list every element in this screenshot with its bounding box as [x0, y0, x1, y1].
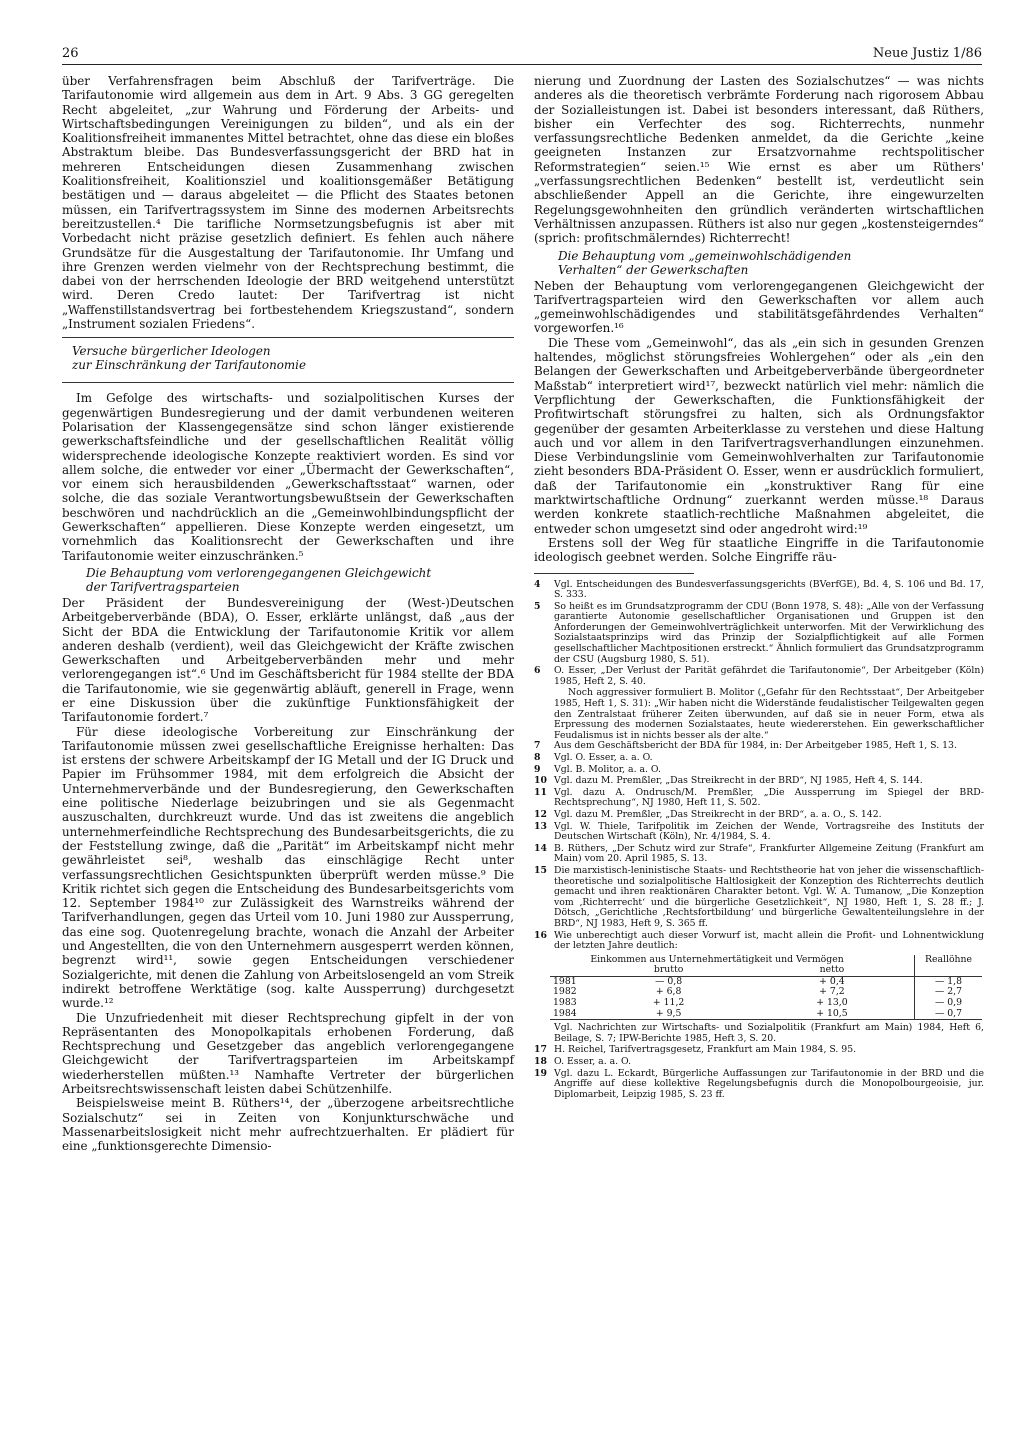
paragraph: Neben der Behauptung vom verlorengegangenen Gleichgewicht der Tarifvertragsparteien wird den Gewerkschaften vor allem auch „gemeinwohlschädigendes und stabilitätsgefährdendes Verhalten“ vorgeworfen.¹⁶	[534, 278, 984, 336]
table-cell-real: — 0,9	[915, 998, 982, 1009]
footnote-number: 7	[534, 740, 541, 752]
footnote-number: 14	[534, 842, 547, 854]
footnote	[534, 753, 984, 764]
table-cell-year: 1981	[553, 975, 577, 987]
subheading-line: Die Behauptung vom verlorengegangenen Gleichgewicht	[86, 565, 432, 580]
footnote	[534, 580, 984, 601]
footnote-text: Vgl. dazu M. Premßler, „Das Streikrecht in der BRD“, a. a. O., S. 142.	[554, 808, 882, 820]
paragraph: Für diese ideologische Vorbereitung zur Einschränkung der Tarifautonomie müssen zwei gesellschaftliche Ereignisse herhalten: Das ist erstens der schwere Arbeitskampf der IG Metall und der IG Druck und Papier im Frühsommer 1984, mit dem erfolgreich die Absicht der Unternehmerverbände und der Bundesregierung, den Gewerkschaften eine politische Niederlage beizubringen und sie als Gegenmacht auszuschalten, durchkreuzt wurde. Und das ist zweitens die angeblich unternehmerfeindliche Rechtsprechung des Bundesarbeitsgerichts, die zu der Feststellung zwinge, daß die „Parität“ im Arbeitskampf nicht mehr gewährleistet sei⁸, weshalb das einschlägige Recht unter verfassungsrechtlichen Gesichtspunkten überprüft werden müsse.⁹ Die Kritik richtet sich gegen die Entscheidung des Bundesarbeitsgerichts vom 12. September 1984¹⁰ zur Zulässigkeit des Warnstreiks während der Tarifverhandlungen, gegen das Urteil vom 10. Juni 1980 zur Aussperrung, das eine sog. Quotenregelung brachte, wonach die Anzahl der Arbeiter und Angestellten, die von den Unternehmern ausgesperrt werden können, begrenzt wird¹¹, sowie gegen Entscheidungen verschiedener Sozialgerichte, mit denen die Zahlung von Arbeitslosengeld an vom Streik indirekt betroffene Werktätige (sog. kalte Aussperrung) durchgesetzt wurde.¹²	[62, 724, 514, 1011]
paragraph: Der Präsident der Bundesvereinigung der (West-)Deutschen Arbeitgeberverbände (BDA), O. Esser, erklärte unlängst, daß „aus der Sicht der BDA die Entwicklung der Tarifautonomie Kritik vor allem anderen deshalb (verdient), weil das Gleichgewicht der Kräfte zwischen Gewerkschaften und Arbeitgeberverbänden mehr und mehr verlorengegangen ist“.⁶ Und im Geschäftsbericht für 1984 stellte der BDA die Tarifautonomie, wie sie gegenwärtig abläuft, generell in Frage, wenn er eine Diskussion über die zukünftige Funktionsfähigkeit der Tarifautonomie fordert.⁷	[62, 595, 514, 725]
paragraph: Die Unzufriedenheit mit dieser Rechtsprechung gipfelt in der von Repräsentanten des Monopolkapitals erhobenen Forderung, daß Rechtsprechung und Gesetzgeber das angeblich verlorengegangene Gleichgewicht der Tarifvertragsparteien im Arbeitskampf wiederherstellen müßten.¹³ Namhafte Vertreter der bürgerlichen Arbeitsrechtswissenschaft leisten dabei Schützenhilfe.	[62, 1010, 514, 1096]
table-head-netto: netto	[750, 965, 915, 976]
footnote-source: Vgl. Nachrichten zur Wirtschafts- und Sozialpolitik (Frankfurt am Main) 1984, Heft 6, Beilage, S. 7; IPW-Berichte 1985, Heft 3, S. 20.	[554, 1022, 984, 1044]
footnote-rule	[534, 573, 694, 574]
right-column	[534, 74, 984, 1101]
section-heading-line: zur Einschränkung der Tarifautonomie	[72, 358, 307, 373]
table-row	[550, 1009, 982, 1020]
footnote-text: H. Reichel, Tarifvertragsgesetz, Frankfurt am Main 1984, S. 95.	[554, 1044, 857, 1056]
footnote-continuation: Noch aggressiver formuliert B. Molitor („Gefahr für den Rechtsstaat“, Der Arbeitgeber 1985, Heft 1, S. 31): „Wir haben nicht die Widerstände feudalistischer Teilgewalten gegen den Zentralstaat früherer Zeiten überwunden, auf daß sie in neuer Form, etwa als Erpressung des modernen Sozialstaates, heute wiedererstehen. Ein gewerkschaftlicher Feudalismus ist in nichts besser als der alte.“	[554, 687, 984, 741]
table-row	[550, 987, 982, 998]
footnote-text: B. Rüthers, „Der Schutz wird zur Strafe“, Frankfurter Allgemeine Zeitung (Frankfurt am Main) vom 20. April 1985, S. 13.	[554, 842, 984, 865]
footnote	[534, 844, 984, 865]
footnotes	[534, 580, 984, 1101]
footnote-text: Vgl. dazu M. Premßler, „Das Streikrecht in der BRD“, NJ 1985, Heft 4, S. 144.	[554, 775, 923, 787]
table-cell-real: — 1,8	[915, 976, 982, 987]
section-heading-line: Versuche bürgerlicher Ideologen	[72, 344, 271, 359]
footnote-number: 17	[534, 1044, 547, 1056]
page-number: 26	[62, 46, 79, 61]
footnote-number: 9	[534, 763, 541, 775]
table-head-real: Reallöhne	[915, 955, 982, 966]
footnote-text: O. Esser, a. a. O.	[554, 1056, 632, 1068]
journal-title: Neue Justiz 1/86	[872, 46, 982, 61]
subheading-line: der Tarifvertragsparteien	[86, 579, 240, 594]
page-header	[62, 46, 982, 66]
footnote-text: Die marxistisch-leninistische Staats- und Rechtstheorie hat von jeher die wissenschaftlich-theoretische und sozialpolitische Haltlosigkeit der Konzeption des Richterrechts deutlich gemacht und ihren reaktionären Charakter betont. Vgl. W. A. Tumanow, „Die Konzeption vom ‚Richterrecht‘ und die bürgerliche Gesetzlichkeit“, NJ 1980, Heft 1, S. 28 ff.; J. Dötsch, „Gerichtliche ‚Rechtsfortbildung‘ und bürgerliche Gewaltenteilungslehre in der BRD“, NJ 1983, Heft 9, S. 365 ff.	[554, 864, 984, 929]
paragraph: Die These vom „Gemeinwohl“, das als „ein sich in gesunden Grenzen haltendes, möglichst störungsfreies Wohlergehen“ oder als „ein den Belangen der Gewerkschaften und Arbeitgeberverbände übergeordneter Maßstab“ interpretiert wird¹⁷, bezweckt natürlich viel mehr: nämlich die Verpflichtung der Gewerkschaften, die Funktionsfähigkeit der Profitwirtschaft störungsfrei zu halten, sich als Ordnungsfaktor gegenüber der gesamten Arbeiterklasse zu verstehen und diese Haltung auch und vor allem in den Tarifvertragsverhandlungen einzunehmen. Diese Verbindungslinie vom Gemeinwohlverhalten zur Tarifautonomie zieht besonders BDA-Präsident O. Esser, wenn er ausdrücklich formuliert, daß der Tarifautonomie ein „konstruktiver Rang für eine marktwirtschaftliche Ordnung“ zuerkannt werden müsse.¹⁸ Daraus werden konkrete staatlich-rechtliche Maßnahmen abgeleitet, die entweder schon umgesetzt sind oder angedroht wird:¹⁹	[534, 335, 984, 536]
footnote-number: 11	[534, 786, 547, 798]
paragraph: über Verfahrensfragen beim Abschluß der Tarifverträge. Die Tarifautonomie wird allgemein aus dem in Art. 9 Abs. 3 GG geregelten Recht abgeleitet, „zur Wahrung und Förderung der Arbeits- und Wirtschaftsbedingungen Vereinigungen zu bilden“, und als ein der Koalitionsfreiheit immanentes Mittel betrachtet, ohne das diese ein bloßes Abstraktum bleibe. Das Bundesverfassungsgericht der BRD hat in mehreren Entscheidungen diesen Zusammenhang zwischen Koalitionsfreiheit, Koalitionsziel und koalitionsgemäßer Betätigung bestätigen und — daraus abgeleitet — die Pflicht des Staates betonen müssen, ein Tarifvertragssystem im Sinne des modernen Arbeitsrechts bereitzustellen.⁴ Die tarifliche Normsetzungsbefugnis ist aber mit Vorbedacht nicht präzise gesetzlich definiert. Es fehlen auch nähere Grundsätze für die Ausgestaltung der Tarifautonomie. Ihr Umfang und ihre Grenzen werden vielmehr von der Rechtsprechung bestimmt, die dabei von der herrschenden Ideologie der BRD weitgehend unterstützt wird. Deren Credo lautet: Der Tarifvertrag ist nicht „Waffenstillstandsvertrag bei fortbestehendem Kriegszustand“, sondern „Instrument sozialen Friedens“.	[62, 74, 514, 332]
table-cell-netto: + 0,4	[819, 975, 845, 987]
footnote-number: 13	[534, 820, 547, 832]
section-heading-box	[62, 337, 514, 383]
footnote-text: O. Esser, „Der Verlust der Parität gefährdet die Tarifautonomie“, Der Arbeitgeber (Köln) 1985, Heft 2, S. 40.	[554, 665, 984, 687]
footnote-text: Wie unberechtigt auch dieser Vorwurf ist, macht allein die Profit- und Lohnentwicklung der letzten Jahre deutlich:	[554, 929, 984, 952]
table-cell-year: 1984	[550, 1009, 587, 1020]
subheading	[558, 249, 984, 277]
footnote-text: Vgl. W. Thiele, Tarifpolitik im Zeichen der Wende, Vortragsreihe des Instituts der Deutschen Wirtschaft (Köln), Nr. 4/1984, S. 4.	[554, 820, 984, 843]
table-cell-brutto: — 0,8	[655, 975, 683, 987]
table-head-brutto: brutto	[587, 965, 749, 976]
footnote	[534, 822, 984, 843]
footnote-number: 19	[534, 1067, 547, 1079]
footnote-text: Vgl. O. Esser, a. a. O.	[554, 752, 653, 763]
footnote-text: So heißt es im Grundsatzprogramm der CDU (Bonn 1978, S. 48): „Alle von der Verfassung garantierte Autonomie gesellschaftlicher Organisationen und Gruppen ist den Anforderungen der Gemeinwohlverträglichkeit unterworfen. Mit der Verwirklichung des Sozialstaatsprinzips wird das Prinzip der Sozialpflichtigkeit auf alle Formen gesellschaftlicher Machtpositionen erstreckt.“ Ähnlich formuliert das Grundsatzprogramm der CSU (Augsburg 1980, S. 51).	[554, 600, 984, 665]
footnote-text: Vgl. Entscheidungen des Bundesverfassungsgerichts (BVerfGE), Bd. 4, S. 106 und Bd. 17, S. 333.	[554, 578, 984, 601]
footnote	[534, 776, 984, 787]
footnote-number: 5	[534, 600, 541, 612]
footnote-text: Vgl. dazu L. Eckardt, Bürgerliche Auffassungen zur Tarifautonomie in der BRD und die Angriffe auf diese kollektive Regelungsbefugnis durch die Monopolbourgeoisie, jur. Diplomarbeit, Leipzig 1985, S. 23 ff.	[554, 1067, 984, 1100]
footnote-number: 6	[534, 665, 541, 677]
subheading-line: Verhalten“ der Gewerkschaften	[558, 262, 749, 277]
table-row	[550, 976, 982, 987]
income-table	[550, 955, 982, 1021]
subheading-line: Die Behauptung vom „gemeinwohlschädigenden	[558, 248, 852, 263]
footnote	[534, 1069, 984, 1101]
table-cell-netto: + 13,0	[816, 997, 848, 1009]
table-cell-real: — 2,7	[915, 987, 982, 998]
paragraph: Im Gefolge des wirtschafts- und sozialpolitischen Kurses der gegenwärtigen Bundesregierung und der damit verbundenen weiteren Polarisation der Klassengegensätze sind schon länger existierende gewerkschaftsfeindliche und der gesellschaftlichen Realität völlig widersprechende ideologische Konzepte reaktiviert worden. Es sind vor allem solche, die entweder vor einer „Übermacht der Gewerkschaften“, vor einem sich herausbildenden „Gewerkschaftsstaat“ warnen, oder solche, die das soziale Verantwortungsbewußtsein der Gewerkschaften beschwören und nachdrücklich an die „Gemeinwohlbindungspflicht der Gewerkschaften“ appellieren. Diese Konzepte werden eingesetzt, um vornehmlich das Koalitionsrecht der Gewerkschaften und ihre Tarifautonomie weiter einzuschränken.⁵	[62, 391, 514, 563]
paragraph: Erstens soll der Weg für staatliche Eingriffe in die Tarifautonomie ideologisch geebnet werden. Solche Eingriffe räu-	[534, 535, 984, 565]
footnote-text: Aus dem Geschäftsbericht der BDA für 1984, in: Der Arbeitgeber 1985, Heft 1, S. 13.	[554, 740, 957, 752]
footnote	[534, 810, 984, 821]
footnote-number: 8	[534, 752, 541, 763]
footnote	[534, 788, 984, 809]
table-head-income: Einkommen aus Unternehmertätigkeit und Vermögen	[590, 953, 844, 965]
header-rule	[62, 64, 982, 65]
footnote-number: 10	[534, 775, 547, 787]
paragraph: nierung und Zuordnung der Lasten des Sozialschutzes“ — was nichts anderes als die theoretisch verbrämte Forderung nach rigorosem Abbau der Sozialleistungen ist. Dabei ist besonders interessant, daß Rüthers, bisher ein Verfechter des sog. Richterrechts, nunmehr verfassungsrechtliche Bedenken anmeldet, da die Gerichte „keine geeigneten Instanzen zur Ersatzvornahme rechtspolitischer Reformstrategien“ seien.¹⁵ Wie ernst es aber um Rüthers' „verfassungsrechtlichen Bedenken“ bestellt ist, verdeutlicht sein abschließender Appell an die Gerichte, ihre eingewurzelten Regelungsgewohnheiten den gründlich veränderten wirtschaftlichen Verhältnissen anzupassen. Rüthers ist also nur gegen „kostensteigerndes“ (sprich: profitschmälerndes) Richterrecht!	[534, 74, 984, 246]
table-cell-year: 1983	[553, 997, 577, 1009]
footnote-number: 18	[534, 1056, 547, 1068]
left-column	[62, 74, 514, 1153]
footnote-number: 12	[534, 808, 547, 820]
footnote	[534, 1057, 984, 1068]
footnote	[534, 931, 984, 952]
footnote-text: Vgl. dazu A. Ondrusch/M. Premßler, „Die Aussperrung im Spiegel der BRD-Rechtsprechung“, NJ 1980, Heft 11, S. 502.	[554, 786, 984, 809]
table-cell-netto: + 7,2	[819, 986, 845, 998]
footnote-text: Vgl. B. Molitor, a. a. O.	[554, 763, 661, 775]
table-cell-brutto: + 9,5	[587, 1009, 749, 1020]
footnote-number: 4	[534, 578, 541, 590]
footnote	[534, 1045, 984, 1056]
table-cell-brutto: + 11,2	[652, 997, 685, 1009]
table-cell-brutto: + 6,8	[655, 986, 682, 998]
table-cell-netto: + 10,5	[750, 1009, 915, 1020]
footnote-number: 16	[534, 929, 547, 941]
footnote	[534, 666, 984, 687]
footnote-number: 15	[534, 864, 547, 876]
footnote	[534, 602, 984, 666]
table-cell-real: — 0,7	[915, 1009, 982, 1020]
footnote	[534, 765, 984, 776]
footnote	[534, 741, 984, 752]
table-row	[550, 998, 982, 1009]
footnote	[534, 866, 984, 930]
paragraph: Beispielsweise meint B. Rüthers¹⁴, der „überzogene arbeitsrechtliche Sozialschutz“ sei in Zeiten von Konjunkturschwäche und Massenarbeitslosigkeit nicht mehr aufrechtzuerhalten. Er plädiert für eine „funktionsgerechte Dimensio-	[62, 1096, 514, 1154]
table-cell-year: 1982	[553, 986, 577, 998]
subheading	[86, 566, 514, 594]
